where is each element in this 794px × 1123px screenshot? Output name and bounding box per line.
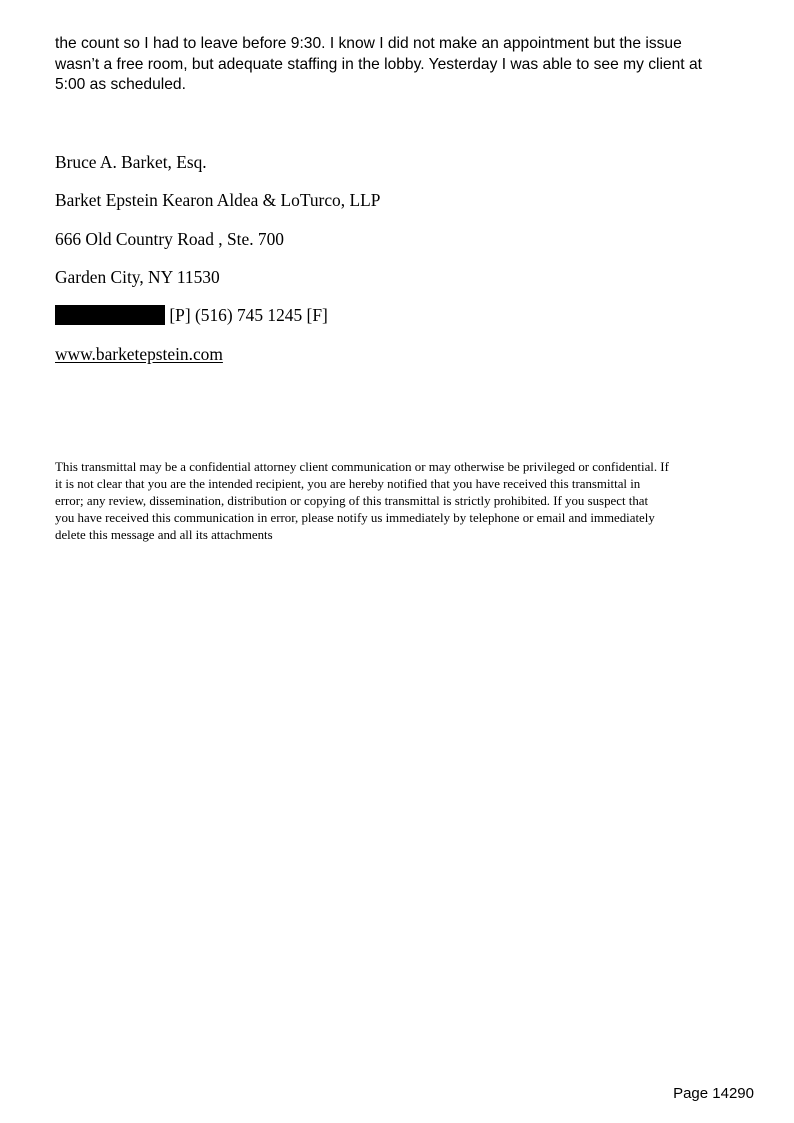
signature-website-line	[55, 344, 223, 364]
disclaimer-line: delete this message and all its attachments	[55, 528, 273, 542]
website-link[interactable]: www.barketepstein.com	[55, 344, 223, 364]
phone-fax-text: [P] (516) 745 1245 [F]	[169, 305, 328, 325]
signature-name: Bruce A. Barket, Esq.	[55, 152, 207, 172]
disclaimer-line: it is not clear that you are the intended recipient, you are hereby notified that you have received this transmittal in	[55, 477, 641, 491]
redaction-box	[55, 305, 165, 325]
email-body-paragraph	[55, 34, 755, 96]
disclaimer-line: you have received this communication in error, please notify us immediately by telephone or email and immediately	[55, 511, 655, 525]
body-line: the count so I had to leave before 9:30. I know I did not make an appointment but the issue	[55, 35, 682, 52]
page-number: Page 14290	[673, 1085, 754, 1102]
body-line: wasn’t a free room, but adequate staffing in the lobby. Yesterday I was able to see my client at	[55, 55, 702, 73]
signature-city: Garden City, NY 11530	[55, 267, 220, 287]
disclaimer-line: This transmittal may be a confidential attorney client communication or may otherwise be privileged or confidential. If	[55, 460, 669, 474]
signature-street: 666 Old Country Road , Ste. 700	[55, 229, 284, 249]
disclaimer-line: error; any review, dissemination, distribution or copying of this transmittal is strictly prohibited. If you suspect that	[55, 494, 649, 508]
confidentiality-disclaimer	[55, 459, 755, 544]
signature-firm: Barket Epstein Kearon Aldea & LoTurco, LLP	[55, 190, 381, 210]
signature-phone	[55, 305, 328, 325]
body-line: 5:00 as scheduled.	[55, 76, 186, 93]
